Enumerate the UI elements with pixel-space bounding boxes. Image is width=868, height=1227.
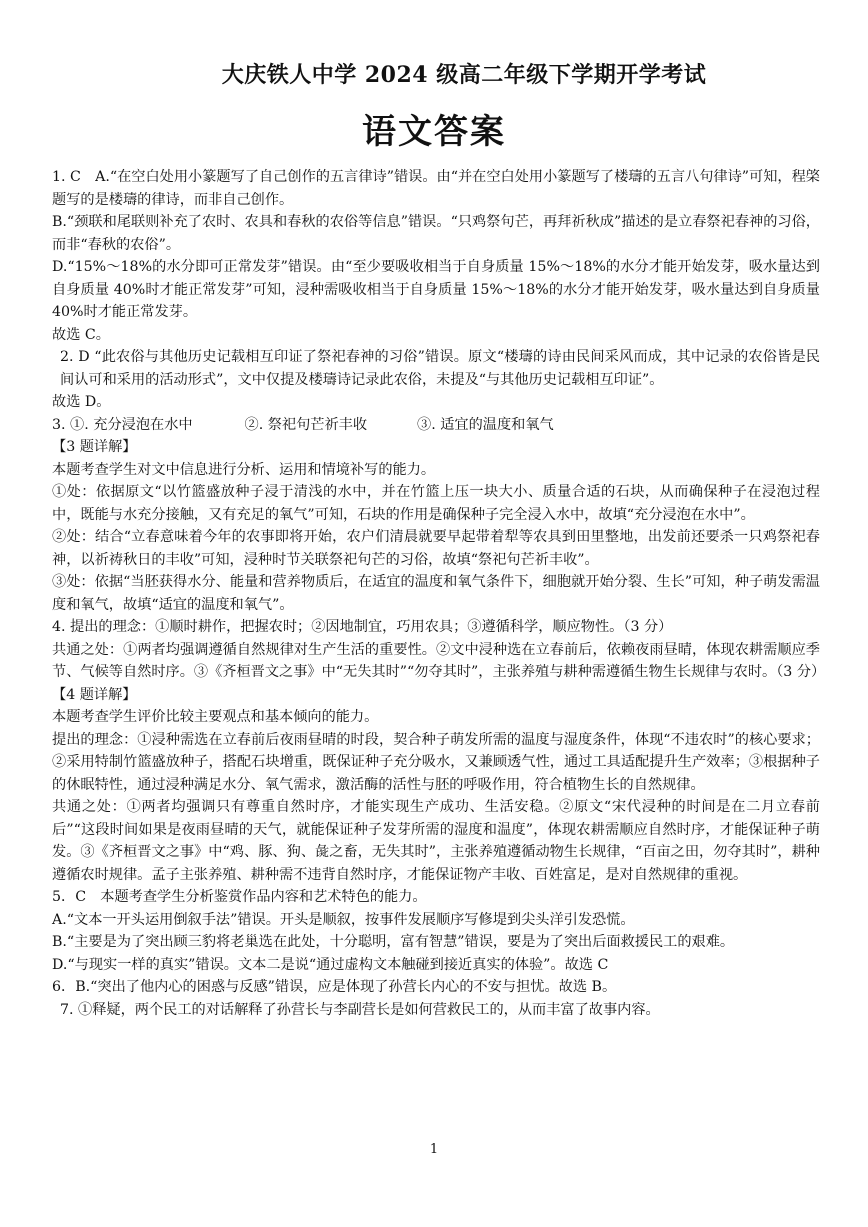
answer-paragraph: B.“主要是为了突出顾三豹将老巢选在此处，十分聪明，富有智慧”错误，要是为了突出后面救援民工的艰难。	[52, 934, 735, 950]
page-title: 语文答案	[362, 112, 506, 152]
answer-paragraph: 故选 C。	[52, 326, 110, 343]
section-heading: 【4 题详解】	[52, 686, 137, 703]
answer-paragraph: 4. 提出的理念：①顺时耕作，把握农时；②因地制宜，巧用农具；③遵循科学，顺应物性。（3 分）	[52, 619, 673, 635]
answer-paragraph: D.“15%～18%的水分即可正常发芽”错误。由“至少要吸收相当于自身质量 15%～18%的水分才能开始发芽，吸水量达到自身质量 40%时才能正常发芽”可知，浸种需吸收相当于自身质量 15%～18%的水分才能开始发芽，吸水量达到自身质量 40%时才能正常发芽。	[52, 259, 820, 320]
answer-paragraph: 提出的理念：①浸种需选在立春前后夜雨昼晴的时段，契合种子萌发所需的温度与湿度条件，体现“不违农时”的核心要求；②采用特制竹篮盛放种子，搭配石块增重，既保证种子充分吸水，又兼顾透气性，通过工具适配提升生产效率；③根据种子的休眠特性，通过浸种满足水分、氧气需求，激活酶的活性与胚的呼吸作用，符合植物生长的自然规律。	[52, 731, 820, 793]
answer-paragraph: 故选 D。	[52, 394, 111, 410]
answer-3-option-1: 3. ①. 充分浸泡在水中	[52, 416, 193, 433]
section-heading: 【3 题详解】	[52, 439, 137, 455]
answer-paragraph: 5．C 本题考查学生分析鉴赏作品内容和艺术特色的能力。	[52, 889, 427, 905]
answer-3-option-2: ②. 祭祀句芒祈丰收	[244, 416, 368, 433]
answer-paragraph: ②处：结合“立春意味着今年的农事即将开始，农户们清晨就要早起带着犁等农具到田里整地，出发前还要杀一只鸡祭祀春神，以祈祷秋日的丰收”可知，浸种时节关联祭祀句芒的习俗，故填“祭祀句芒祈丰收”。	[52, 529, 820, 568]
answer-paragraph: 共通之处：①两者均强调只有尊重自然时序，才能实现生产成功、生活安稳。②原文“宋代浸种的时间是在二月立春前后”“这段时间如果是夜雨昼晴的天气，就能保证种子发芽所需的湿度和温度”，体现农耕需顺应自然时序，才能保证种子萌发。③《齐桓晋文之事》中“鸡、豚、狗、彘之畜，无失其时”，主张养殖遵循动物生长规律，“百亩之田，勿夺其时”，耕种遵循农时规律。孟子主张养殖、耕种需不违背自然时序，才能保证物产丰收、百姓富足，是对自然规律的重视。	[52, 799, 820, 883]
answer-paragraph: 6．B.“突出了他内心的困惑与反感”错误，应是体现了孙营长内心的不安与担忧。故选 B。	[52, 979, 617, 995]
answer-paragraph: 本题考查学生评价比较主要观点和基本倾向的能力。	[52, 709, 379, 725]
answer-paragraph: ①处：依据原文“以竹篮盛放种子浸于清浅的水中，并在竹篮上压一块大小、质量合适的石块，从而确保种子在浸泡过程中，既能与水充分接触，又有充足的氧气”可知，石块的作用是确保种子完全浸入水中，故填“充分浸泡在水中”。	[52, 484, 820, 523]
answer-paragraph: 共通之处：①两者均强调遵循自然规律对生产生活的重要性。②文中浸种选在立春前后，依赖夜雨昼晴，体现农耕需顺应季节、气候等自然时序。③《齐桓晋文之事》中“无失其时”“勿夺其时”，主张养殖与耕种需遵循生物生长规律与农时。（3 分）	[52, 641, 826, 680]
answer-paragraph: D.“与现实一样的真实”错误。文本二是说“通过虚构文本触碰到接近真实的体验”。故选 C	[52, 956, 609, 973]
answer-paragraph: A.“文本一开头运用倒叙手法”错误。开头是顺叙，按事件发展顺序写修堤到尖头洋引发恐慌。	[52, 911, 635, 928]
answer-paragraph: 2. D “此农俗与其他历史记载相互印证了祭祀春神的习俗”错误。原文“楼璹的诗由民间采风而成，其中记录的农俗皆是民间认可和采用的活动形式”，文中仅提及楼璹诗记录此农俗，未提及“与其他历史记载相互印证”。	[60, 349, 820, 388]
answer-3-option-3: ③. 适宜的温度和氧气	[417, 416, 554, 433]
answer-paragraph: B.“颈联和尾联则补充了农时、农具和春秋的农俗等信息”错误。“只鸡祭句芒，再拜祈秋成”描述的是立春祭祀春神的习俗，而非“春秋的农俗”。	[52, 214, 820, 253]
exam-title: 大庆铁人中学 2024 级高二年级下学期开学考试	[221, 62, 707, 88]
answer-content	[52, 166, 826, 1021]
page-number: 1	[429, 1142, 439, 1157]
answer-paragraph: 7. ①释疑，两个民工的对话解释了孙营长与李副营长是如何营救民工的，从而丰富了故事内容。	[60, 1001, 660, 1018]
answer-3-options	[52, 414, 820, 437]
answer-paragraph: ③处：依据“当胚获得水分、能量和营养物质后，在适宜的温度和氧气条件下，细胞就开始分裂、生长”可知，种子萌发需温度和氧气，故填“适宜的温度和氧气”。	[52, 574, 820, 613]
answer-paragraph: 1. C A.“在空白处用小篆题写了自己创作的五言律诗”错误。由“并在空白处用小篆题写了楼璹的五言八句律诗”可知，程棨题写的是楼璹的律诗，而非自己创作。	[52, 169, 820, 208]
answer-paragraph: 本题考查学生对文中信息进行分析、运用和情境补写的能力。	[52, 461, 436, 478]
